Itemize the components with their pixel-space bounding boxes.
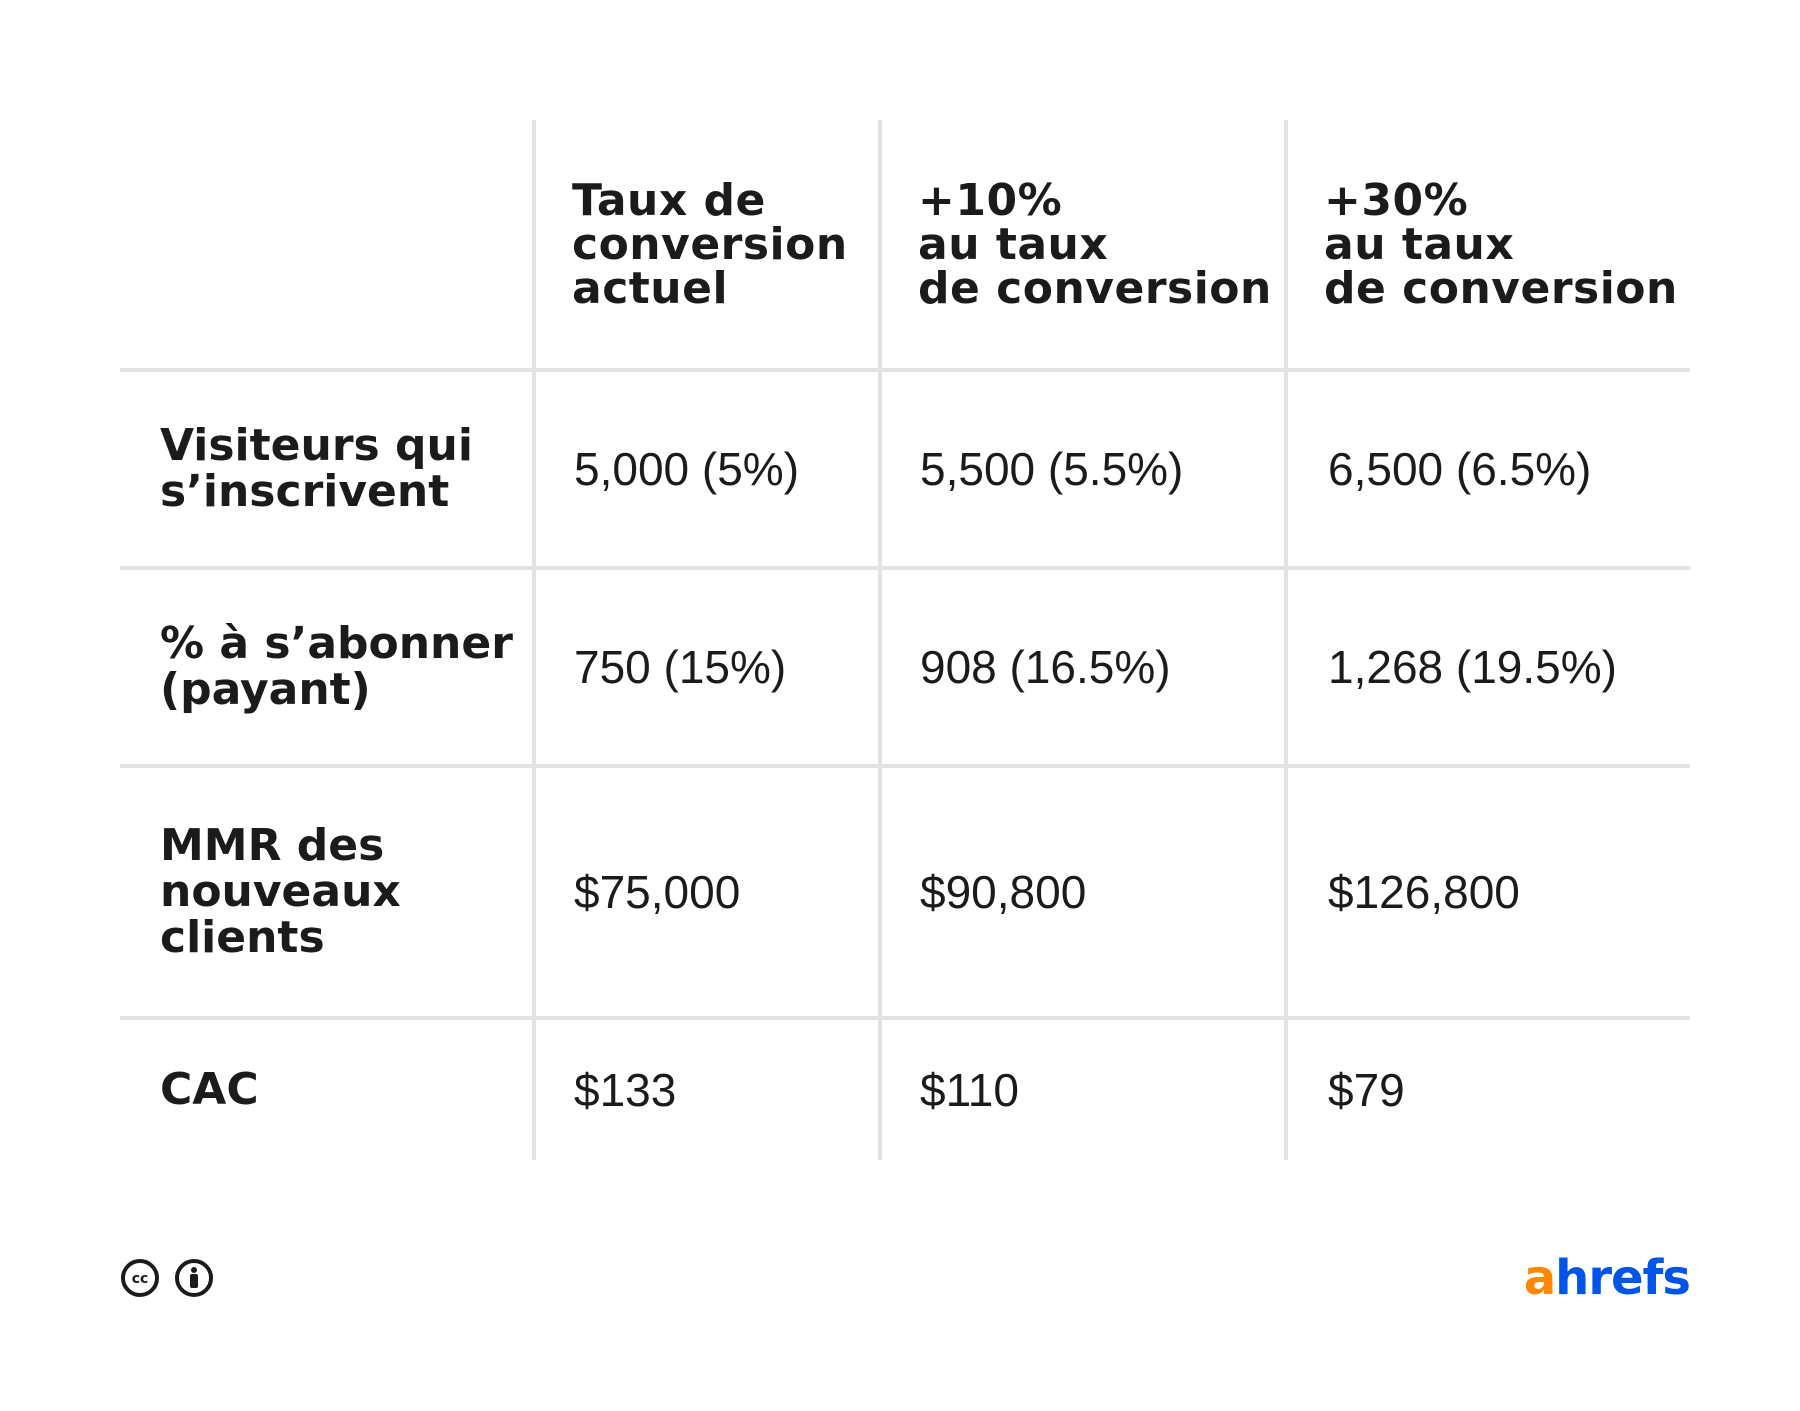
row-label-cac: CAC	[160, 1064, 259, 1115]
table-cell: 5,500 (5.5%)	[920, 443, 1184, 495]
logo-prefix: a	[1523, 1250, 1556, 1306]
table-cell: 1,268 (19.5%)	[1328, 641, 1617, 693]
header-current-rate: Taux de conversion actuel	[572, 175, 848, 314]
row-label-subscribe: % à s’abonner (payant)	[160, 618, 513, 715]
creative-commons-icon	[120, 1258, 160, 1302]
logo-suffix: hrefs	[1555, 1250, 1690, 1306]
table-cell: $133	[574, 1064, 677, 1116]
column-divider-2	[878, 120, 882, 1160]
table-cell: 5,000 (5%)	[574, 443, 800, 495]
header-plus-10: +10% au taux de conversion	[918, 175, 1272, 314]
row-label-visitors: Visiteurs qui s’inscrivent	[160, 420, 473, 517]
ahrefs-logo	[1524, 1250, 1690, 1306]
table-cell: $110	[920, 1064, 1019, 1116]
comparison-table	[120, 120, 1690, 1160]
row-label-mmr: MMR des nouveaux clients	[160, 820, 401, 963]
attribution-icon	[174, 1258, 214, 1302]
column-divider-1	[532, 120, 536, 1160]
table-cell: $90,800	[920, 866, 1087, 918]
svg-text:cc: cc	[131, 1271, 149, 1287]
table-cell: 6,500 (6.5%)	[1328, 443, 1592, 495]
table-cell: $79	[1328, 1064, 1405, 1116]
table-cell: $126,800	[1328, 866, 1520, 918]
table-cell: $75,000	[574, 866, 741, 918]
header-plus-30: +30% au taux de conversion	[1324, 175, 1678, 314]
license-icons	[120, 1258, 214, 1302]
table-cell: 750 (15%)	[574, 641, 787, 693]
table-cell: 908 (16.5%)	[920, 641, 1171, 693]
